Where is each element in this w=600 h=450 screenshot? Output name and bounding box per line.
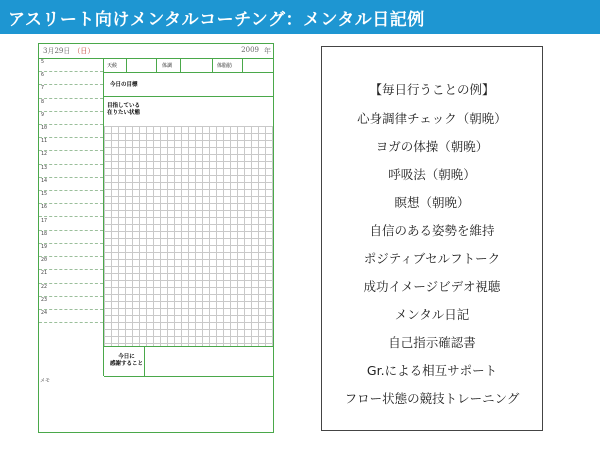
hour-label: 9 xyxy=(41,111,45,118)
hour-row xyxy=(39,85,103,98)
list-item: 心身調律チェック（朝晩） xyxy=(357,111,507,126)
hour-label: 20 xyxy=(41,257,48,264)
hour-row xyxy=(39,178,103,191)
hour-label: 14 xyxy=(41,177,48,184)
hour-label: 8 xyxy=(41,98,45,105)
page-title: アスリート向けメンタルコーチング：メンタル日記例 xyxy=(8,10,425,30)
diary-header xyxy=(39,44,273,59)
thanks-label-2: 感謝すること xyxy=(110,361,144,367)
hour-row xyxy=(39,165,103,178)
hour-row xyxy=(39,270,103,283)
diary-date: 3月29日 xyxy=(43,47,71,55)
list-item: 呼吸法（朝晩） xyxy=(388,167,476,182)
hour-row xyxy=(39,204,103,217)
list-item: フロー状態の競技トレーニング xyxy=(344,391,520,406)
list-item: ポジティブセルフトーク xyxy=(363,251,501,266)
hour-label: 10 xyxy=(41,125,48,132)
list-title: 【毎日行うことの例】 xyxy=(369,82,495,97)
hour-row xyxy=(39,138,103,151)
daily-practice-list xyxy=(321,46,543,431)
thanks-field xyxy=(104,347,273,377)
list-item: 成功イメージビデオ視聴 xyxy=(363,279,501,294)
hour-label: 24 xyxy=(41,309,48,316)
hour-label: 15 xyxy=(41,191,48,198)
hour-label: 17 xyxy=(41,217,48,224)
aim-label-2: 在りたい状態 xyxy=(107,110,141,116)
hour-row xyxy=(39,99,103,112)
diary-year: 2009 xyxy=(241,46,259,54)
hour-row xyxy=(39,297,103,310)
hour-label: 13 xyxy=(41,164,48,171)
diary-weekday: （日） xyxy=(73,47,95,55)
diary-year-label: 年 xyxy=(264,47,271,55)
body-label: 体調 xyxy=(162,63,173,69)
title-bar xyxy=(0,0,600,34)
hour-label: 21 xyxy=(41,270,48,277)
thanks-label-1: 今日に xyxy=(118,354,135,360)
schedule-grid xyxy=(104,126,273,347)
hour-label: 22 xyxy=(41,283,48,290)
hour-row xyxy=(39,231,103,244)
hour-label: 7 xyxy=(41,85,45,92)
hour-row xyxy=(39,257,103,270)
hour-label: 6 xyxy=(41,72,45,79)
list-item: ヨガの体操（朝晩） xyxy=(375,139,489,154)
hour-row xyxy=(39,218,103,231)
today-goal-field xyxy=(104,72,273,97)
hour-row xyxy=(39,59,103,72)
list-item: Gr.による相互サポート xyxy=(366,363,498,378)
hour-row xyxy=(39,72,103,85)
hour-label: 18 xyxy=(41,230,48,237)
list-item: 自信のある姿勢を維持 xyxy=(369,223,495,238)
list-item: 瞑想（朝晩） xyxy=(394,195,470,210)
body-fat-label: 体脂肪 xyxy=(217,63,233,69)
hour-label: 16 xyxy=(41,204,48,211)
list-item: 自己指示確認書 xyxy=(388,335,476,350)
hour-row xyxy=(39,151,103,164)
hour-label: 12 xyxy=(41,151,48,158)
hour-row xyxy=(39,244,103,257)
aim-field xyxy=(104,96,273,127)
weather-row xyxy=(104,59,273,73)
hour-row xyxy=(39,112,103,125)
hour-label: 19 xyxy=(41,243,48,250)
list-item: メンタル日記 xyxy=(394,307,470,322)
hour-row xyxy=(39,310,103,323)
diary-sheet xyxy=(38,43,274,433)
hour-label: 23 xyxy=(41,296,48,303)
hour-label: 5 xyxy=(41,59,45,65)
memo-label: メモ xyxy=(40,378,51,384)
hour-row xyxy=(39,125,103,138)
today-goal-label: 今日の目標 xyxy=(110,82,138,88)
hour-label: 11 xyxy=(41,138,48,145)
hour-row xyxy=(39,284,103,297)
aim-label-1: 目指している xyxy=(107,103,141,109)
weather-label: 天候 xyxy=(107,63,118,69)
hour-row xyxy=(39,191,103,204)
hour-column xyxy=(39,59,104,376)
